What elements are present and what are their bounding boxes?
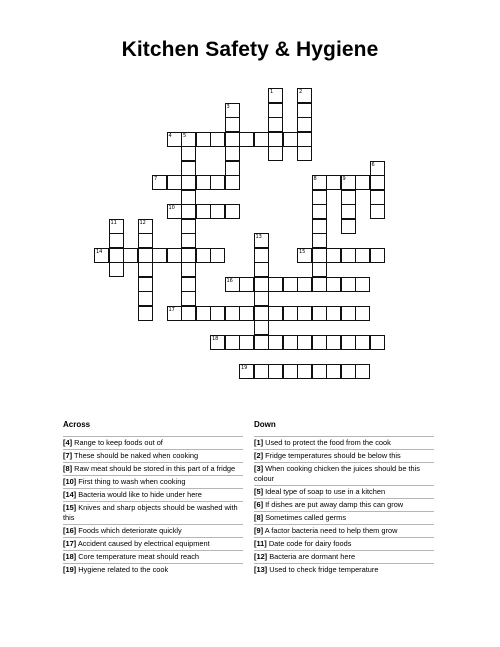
cell-number: 11 bbox=[110, 219, 117, 226]
crossword-cell[interactable] bbox=[370, 175, 385, 190]
crossword-cell[interactable] bbox=[326, 248, 341, 263]
clue-item bbox=[63, 524, 243, 537]
crossword-cell[interactable] bbox=[326, 364, 341, 379]
crossword-cell[interactable] bbox=[297, 132, 312, 147]
crossword-cell[interactable] bbox=[254, 277, 269, 292]
crossword-cell[interactable] bbox=[225, 161, 240, 176]
crossword-cell[interactable] bbox=[254, 306, 269, 321]
crossword-cell[interactable] bbox=[370, 204, 385, 219]
cell-number: 9 bbox=[342, 176, 346, 182]
clue-number: [14] bbox=[63, 490, 77, 499]
crossword-cell[interactable] bbox=[152, 175, 167, 190]
crossword-cell[interactable] bbox=[254, 320, 269, 335]
across-clue-list bbox=[63, 436, 243, 576]
clue-text: Knives and sharp objects should be washed with this bbox=[63, 503, 238, 522]
crossword-cell[interactable] bbox=[254, 335, 269, 350]
crossword-cell[interactable] bbox=[297, 335, 312, 350]
crossword-cell[interactable] bbox=[312, 175, 327, 190]
clue-item bbox=[63, 550, 243, 563]
crossword-cell[interactable] bbox=[225, 146, 240, 161]
across-heading: Across bbox=[63, 420, 91, 429]
crossword-cell[interactable] bbox=[109, 219, 124, 234]
crossword-cell[interactable] bbox=[138, 233, 153, 248]
crossword-cell[interactable] bbox=[181, 262, 196, 277]
cell-number: 13 bbox=[255, 234, 262, 240]
crossword-cell[interactable] bbox=[312, 248, 327, 263]
crossword-cell[interactable] bbox=[355, 175, 370, 190]
crossword-cell[interactable] bbox=[268, 146, 283, 161]
crossword-cell[interactable] bbox=[312, 277, 327, 292]
crossword-cell[interactable] bbox=[370, 248, 385, 263]
crossword-cell[interactable] bbox=[312, 233, 327, 248]
clue-text: Raw meat should be stored in this part of a fridge bbox=[74, 464, 236, 473]
crossword-cell[interactable] bbox=[355, 364, 370, 379]
crossword-cell[interactable] bbox=[181, 175, 196, 190]
cell-number: 6 bbox=[371, 161, 375, 168]
crossword-cell[interactable] bbox=[268, 103, 283, 118]
crossword-cell[interactable] bbox=[268, 117, 283, 132]
clue-number: [4] bbox=[63, 438, 73, 447]
clue-item bbox=[254, 485, 434, 498]
clue-text: Date code for dairy foods bbox=[268, 538, 352, 548]
crossword-cell[interactable] bbox=[225, 175, 240, 190]
clue-item bbox=[63, 462, 243, 475]
down-heading: Down bbox=[254, 420, 276, 429]
crossword-cell[interactable] bbox=[283, 132, 298, 147]
clue-number: [5] bbox=[254, 486, 264, 496]
cell-number: 4 bbox=[168, 132, 172, 139]
crossword-cell[interactable] bbox=[138, 277, 153, 292]
clue-number: [11] bbox=[254, 538, 267, 548]
crossword-cell[interactable] bbox=[181, 306, 196, 321]
crossword-cell[interactable] bbox=[167, 306, 182, 321]
crossword-cell[interactable] bbox=[94, 248, 109, 263]
clue-text: A factor bacteria need to help them grow bbox=[264, 525, 398, 535]
crossword-cell[interactable] bbox=[283, 335, 298, 350]
crossword-cell[interactable] bbox=[312, 190, 327, 205]
clue-item bbox=[254, 449, 434, 462]
crossword-cell[interactable] bbox=[181, 204, 196, 219]
crossword-cell[interactable] bbox=[283, 306, 298, 321]
cell-number: 17 bbox=[168, 306, 175, 313]
crossword-cell[interactable] bbox=[312, 204, 327, 219]
crossword-cell[interactable] bbox=[297, 248, 312, 263]
crossword-cell[interactable] bbox=[196, 248, 211, 263]
clue-text: Used to check fridge temperature bbox=[269, 564, 379, 574]
clue-text: If dishes are put away damp this can grow bbox=[265, 499, 404, 509]
cell-number: 10 bbox=[168, 205, 175, 211]
crossword-cell[interactable] bbox=[225, 132, 240, 147]
cell-number: 14 bbox=[96, 248, 103, 255]
crossword-cell[interactable] bbox=[297, 117, 312, 132]
crossword-cell[interactable] bbox=[225, 335, 240, 350]
clue-text: Hygiene related to the cook bbox=[78, 564, 169, 574]
crossword-cell[interactable] bbox=[341, 335, 356, 350]
crossword-cell[interactable] bbox=[268, 306, 283, 321]
crossword-cell[interactable] bbox=[196, 306, 211, 321]
crossword-cell[interactable] bbox=[138, 291, 153, 306]
crossword-cell[interactable] bbox=[225, 306, 240, 321]
crossword-cell[interactable] bbox=[138, 219, 153, 234]
clue-text: Bacteria are dormant here bbox=[269, 551, 356, 561]
clue-item bbox=[254, 550, 434, 563]
clue-item bbox=[254, 511, 434, 524]
page-title: Kitchen Safety & Hygiene bbox=[121, 38, 379, 61]
crossword-cell[interactable] bbox=[297, 306, 312, 321]
crossword-cell[interactable] bbox=[181, 248, 196, 263]
crossword-cell[interactable] bbox=[254, 248, 269, 263]
clue-item bbox=[254, 498, 434, 511]
crossword-cell[interactable] bbox=[312, 364, 327, 379]
crossword-cell[interactable] bbox=[138, 262, 153, 277]
cell-number: 12 bbox=[139, 219, 146, 226]
crossword-cell[interactable] bbox=[326, 175, 341, 190]
cell-number: 8 bbox=[313, 176, 317, 182]
crossword-cell[interactable] bbox=[167, 204, 182, 219]
clue-item bbox=[63, 436, 243, 449]
clue-number: [6] bbox=[254, 499, 264, 509]
clue-item bbox=[254, 563, 434, 576]
clue-number: [12] bbox=[254, 551, 268, 561]
crossword-cell[interactable] bbox=[210, 248, 225, 263]
clue-item bbox=[63, 563, 243, 576]
clue-text: Accident caused by electrical equipment bbox=[77, 538, 210, 548]
crossword-cell[interactable] bbox=[341, 190, 356, 205]
clue-number: [15] bbox=[63, 503, 77, 512]
crossword-cell[interactable] bbox=[196, 204, 211, 219]
clue-item bbox=[63, 449, 243, 462]
crossword-cell[interactable] bbox=[297, 146, 312, 161]
clue-number: [19] bbox=[63, 564, 77, 574]
crossword-cell[interactable] bbox=[326, 306, 341, 321]
clue-text: Sometimes called germs bbox=[265, 512, 347, 522]
crossword-cell[interactable] bbox=[181, 277, 196, 292]
clue-item bbox=[63, 537, 243, 550]
clue-number: [10] bbox=[63, 477, 77, 486]
crossword-cell[interactable] bbox=[341, 364, 356, 379]
crossword-cell[interactable] bbox=[297, 103, 312, 118]
cell-number: 7 bbox=[154, 176, 158, 182]
crossword-cell[interactable] bbox=[254, 132, 269, 147]
clue-item bbox=[63, 488, 243, 501]
clue-number: [1] bbox=[254, 438, 264, 447]
clue-text: First thing to wash when cooking bbox=[78, 477, 186, 486]
crossword-cell[interactable] bbox=[370, 335, 385, 350]
clue-item bbox=[63, 475, 243, 488]
crossword-cell[interactable] bbox=[167, 248, 182, 263]
crossword-cell[interactable] bbox=[239, 364, 254, 379]
crossword-cell[interactable] bbox=[210, 132, 225, 147]
crossword-cell[interactable] bbox=[225, 117, 240, 132]
clue-number: [16] bbox=[63, 525, 77, 535]
crossword-cell[interactable] bbox=[210, 306, 225, 321]
clue-number: [9] bbox=[254, 525, 264, 535]
clue-text: Fridge temperatures should be below this bbox=[265, 451, 401, 460]
clue-text: Range to keep foods out of bbox=[74, 438, 163, 447]
crossword-cell[interactable] bbox=[254, 364, 269, 379]
cell-number: 2 bbox=[299, 89, 303, 95]
clue-number: [13] bbox=[254, 564, 268, 574]
clue-text: Foods which deteriorate quickly bbox=[78, 525, 182, 535]
crossword-cell[interactable] bbox=[138, 248, 153, 263]
crossword-cell[interactable] bbox=[138, 306, 153, 321]
cell-number: 15 bbox=[299, 248, 306, 255]
crossword-cell[interactable] bbox=[268, 335, 283, 350]
clue-number: [3] bbox=[254, 464, 264, 473]
clue-text: When cooking chicken the juices should be this colour bbox=[254, 464, 420, 483]
crossword-cell[interactable] bbox=[196, 175, 211, 190]
crossword-cell[interactable] bbox=[341, 306, 356, 321]
down-clue-list bbox=[254, 436, 434, 576]
crossword-cell[interactable] bbox=[181, 161, 196, 176]
cell-number: 19 bbox=[241, 364, 248, 371]
crossword-cell[interactable] bbox=[297, 364, 312, 379]
clue-text: Bacteria would like to hide under here bbox=[78, 490, 202, 499]
clue-number: [8] bbox=[254, 512, 264, 522]
clue-item bbox=[254, 462, 434, 485]
crossword-cell[interactable] bbox=[210, 335, 225, 350]
crossword-cell[interactable] bbox=[181, 219, 196, 234]
crossword-cell[interactable] bbox=[239, 132, 254, 147]
clue-text: These should be naked when cooking bbox=[73, 451, 199, 460]
crossword-cell[interactable] bbox=[355, 306, 370, 321]
crossword-cell[interactable] bbox=[312, 306, 327, 321]
crossword-cell[interactable] bbox=[181, 291, 196, 306]
crossword-cell[interactable] bbox=[254, 233, 269, 248]
clue-number: [8] bbox=[63, 464, 73, 473]
crossword-cell[interactable] bbox=[254, 262, 269, 277]
crossword-cell[interactable] bbox=[326, 277, 341, 292]
crossword-cell[interactable] bbox=[225, 277, 240, 292]
clue-number: [17] bbox=[63, 538, 77, 548]
crossword-cell[interactable] bbox=[239, 335, 254, 350]
crossword-cell[interactable] bbox=[167, 132, 182, 147]
crossword-cell[interactable] bbox=[268, 88, 283, 103]
crossword-cell[interactable] bbox=[109, 248, 124, 263]
clue-text: Ideal type of soap to use in a kitchen bbox=[265, 486, 386, 496]
crossword-cell[interactable] bbox=[225, 204, 240, 219]
crossword-cell[interactable] bbox=[109, 262, 124, 277]
crossword-cell[interactable] bbox=[196, 132, 211, 147]
crossword-cell[interactable] bbox=[355, 335, 370, 350]
clue-item bbox=[254, 537, 434, 550]
crossword-cell[interactable] bbox=[370, 161, 385, 176]
crossword-cell[interactable] bbox=[341, 219, 356, 234]
clue-text: Used to protect the food from the cook bbox=[265, 438, 391, 447]
crossword-cell[interactable] bbox=[297, 88, 312, 103]
crossword-cell[interactable] bbox=[239, 306, 254, 321]
cell-number: 18 bbox=[212, 335, 219, 342]
crossword-cell[interactable] bbox=[297, 277, 312, 292]
clue-item bbox=[254, 436, 434, 449]
clue-number: [2] bbox=[254, 451, 264, 460]
crossword-cell[interactable] bbox=[254, 291, 269, 306]
crossword-cell[interactable] bbox=[210, 175, 225, 190]
clue-item bbox=[63, 501, 243, 524]
clue-number: [7] bbox=[63, 451, 73, 460]
crossword-cell[interactable] bbox=[181, 132, 196, 147]
crossword-cell[interactable] bbox=[268, 277, 283, 292]
crossword-cell[interactable] bbox=[268, 132, 283, 147]
cell-number: 1 bbox=[270, 89, 274, 95]
crossword-cell[interactable] bbox=[341, 248, 356, 263]
crossword-cell[interactable] bbox=[326, 335, 341, 350]
crossword-cell[interactable] bbox=[225, 103, 240, 118]
crossword-cell[interactable] bbox=[123, 248, 138, 263]
crossword-cell[interactable] bbox=[312, 262, 327, 277]
clue-text: Core temperature meat should reach bbox=[78, 551, 199, 561]
cell-number: 16 bbox=[226, 277, 233, 284]
crossword-cell[interactable] bbox=[239, 277, 254, 292]
crossword-cell[interactable] bbox=[355, 277, 370, 292]
crossword-cell[interactable] bbox=[181, 233, 196, 248]
crossword-cell[interactable] bbox=[109, 233, 124, 248]
crossword-cell[interactable] bbox=[283, 364, 298, 379]
crossword-cell[interactable] bbox=[181, 146, 196, 161]
crossword-cell[interactable] bbox=[152, 248, 167, 263]
crossword-cell[interactable] bbox=[370, 190, 385, 205]
crossword-cell[interactable] bbox=[312, 335, 327, 350]
crossword-cell[interactable] bbox=[341, 175, 356, 190]
clue-number: [18] bbox=[63, 551, 77, 561]
crossword-cell[interactable] bbox=[181, 190, 196, 205]
crossword-cell[interactable] bbox=[210, 204, 225, 219]
crossword-cell[interactable] bbox=[167, 175, 182, 190]
cell-number: 3 bbox=[226, 103, 230, 110]
crossword-cell[interactable] bbox=[312, 219, 327, 234]
clue-item bbox=[254, 524, 434, 537]
crossword-cell[interactable] bbox=[268, 364, 283, 379]
crossword-cell[interactable] bbox=[341, 277, 356, 292]
crossword-cell[interactable] bbox=[341, 204, 356, 219]
cell-number: 5 bbox=[183, 132, 187, 139]
crossword-cell[interactable] bbox=[355, 248, 370, 263]
crossword-cell[interactable] bbox=[283, 277, 298, 292]
